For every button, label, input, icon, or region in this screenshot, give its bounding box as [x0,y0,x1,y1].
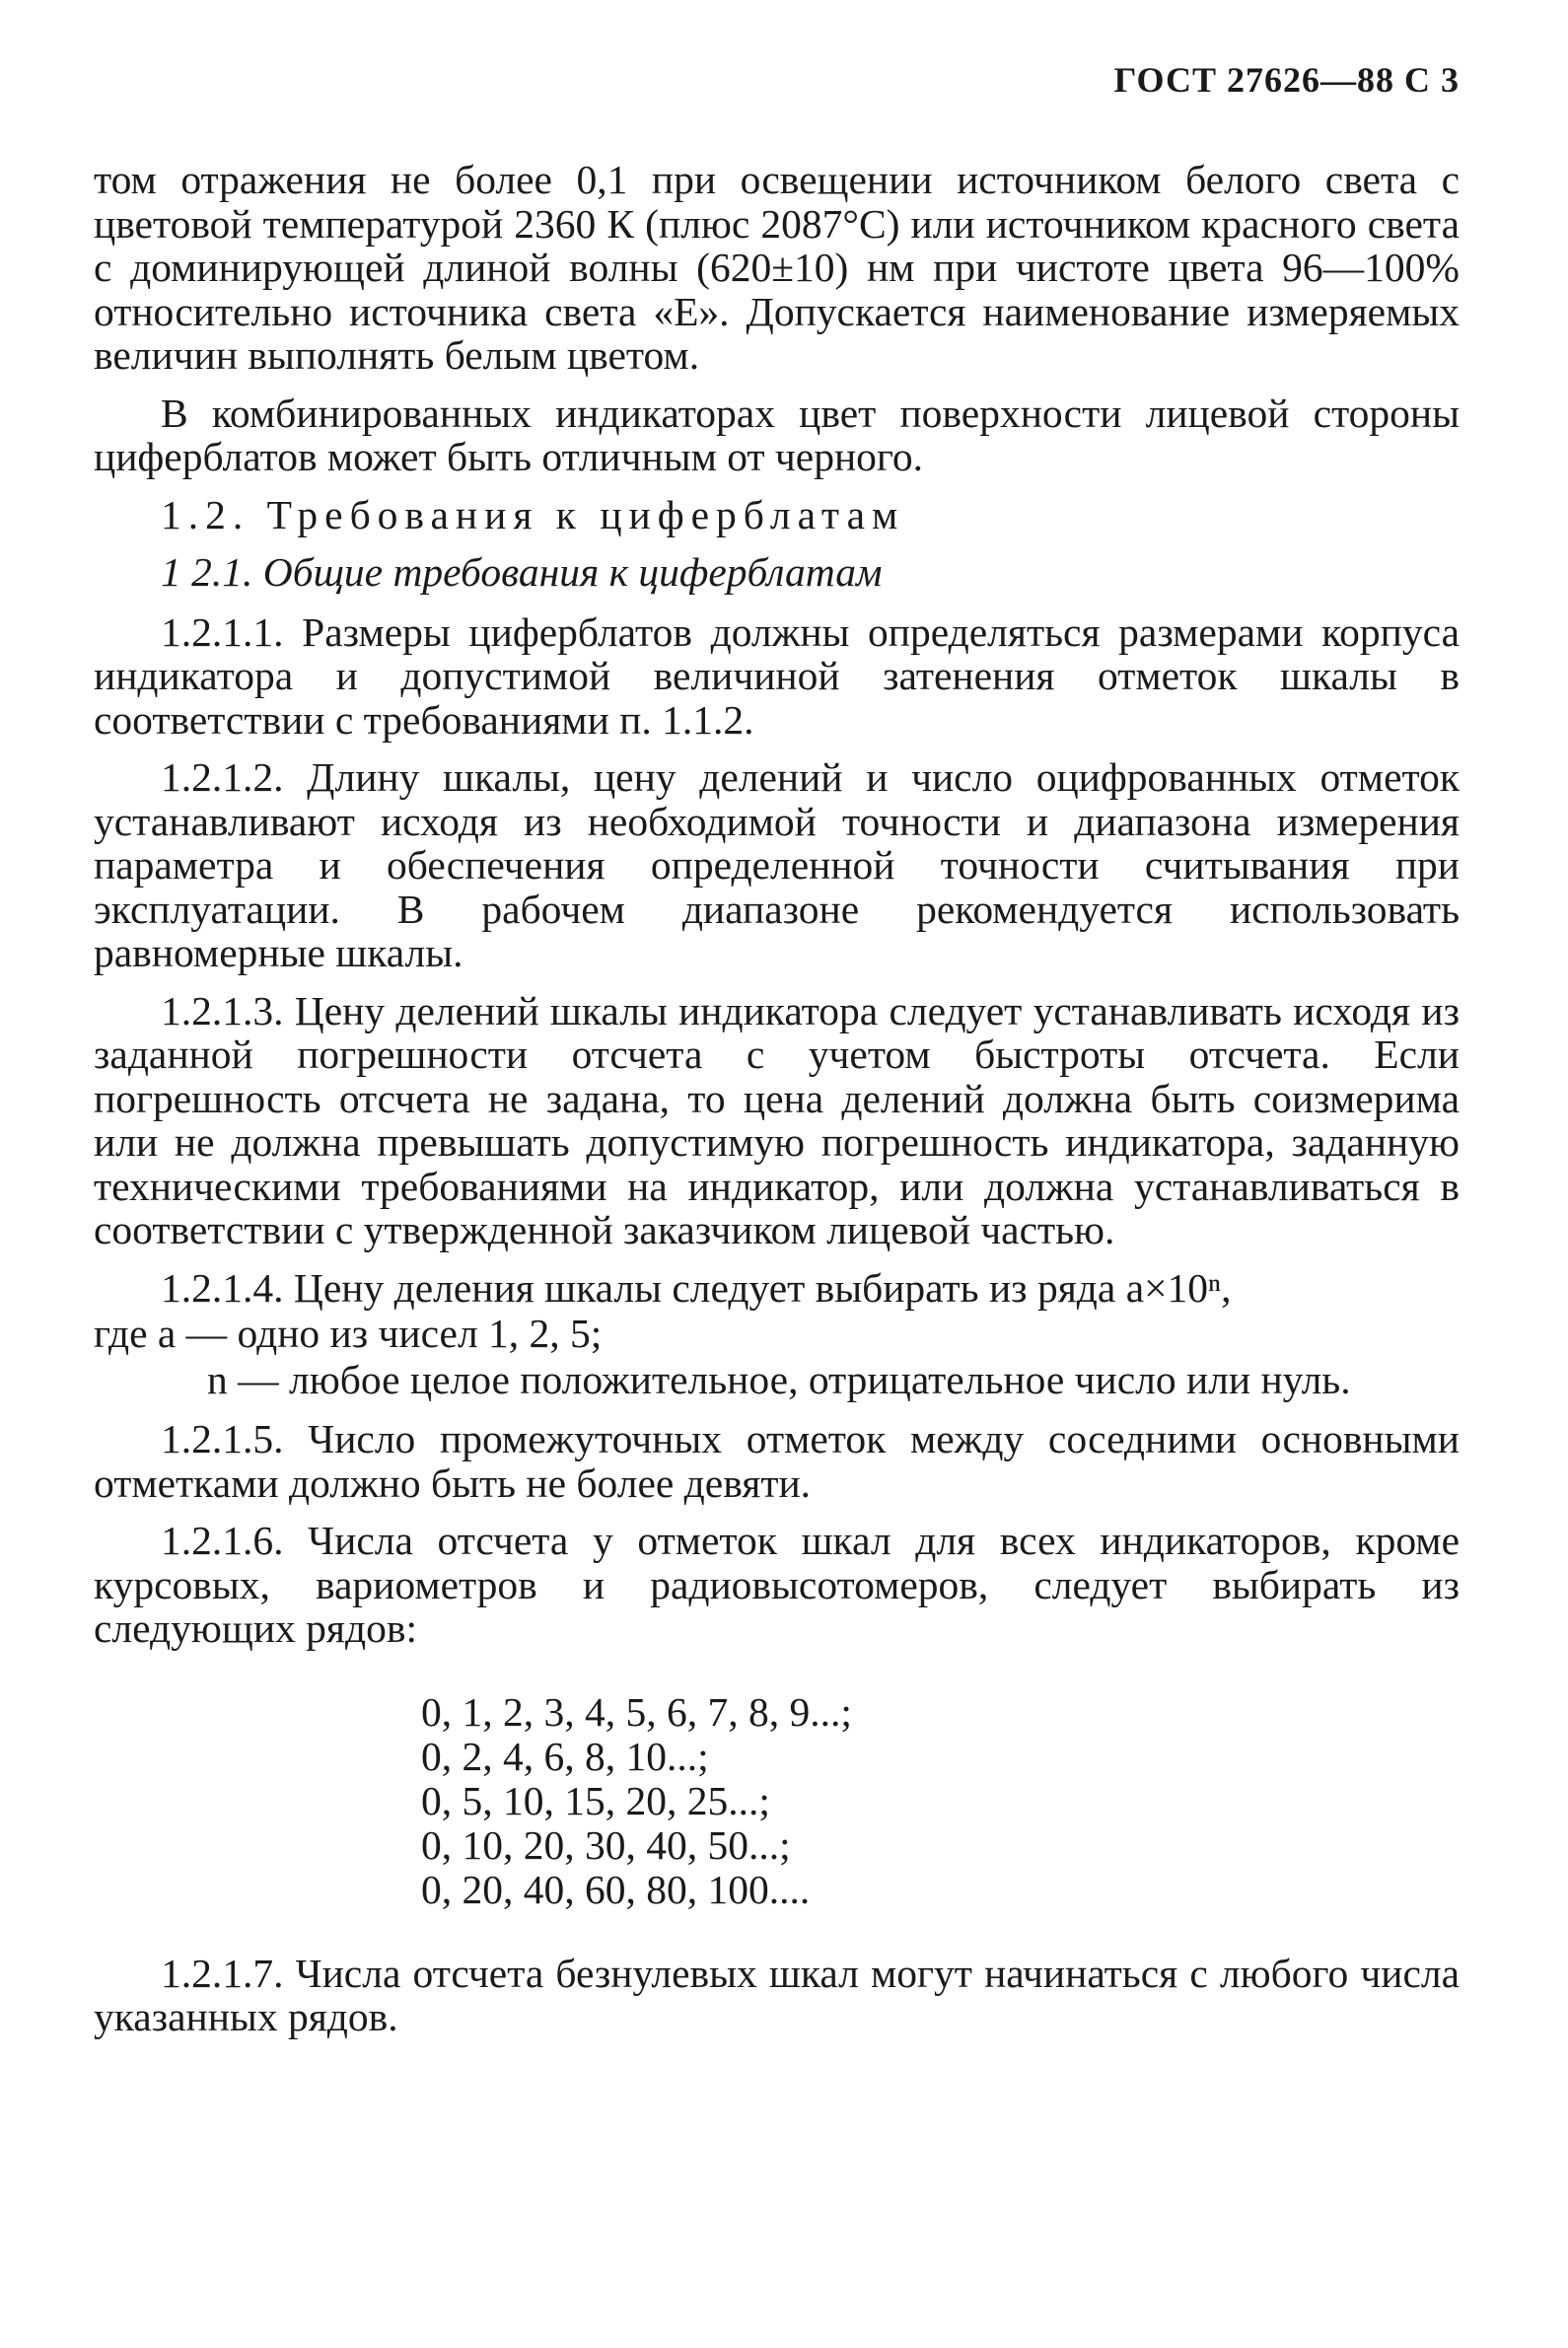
series-row: 0, 20, 40, 60, 80, 100.... [421,1866,811,1912]
series-row: 0, 1, 2, 3, 4, 5, 6, 7, 8, 9...; [421,1688,852,1735]
number-series-list [421,1690,1460,1912]
clause-1-2-1-5: 1.2.1.5. Число промежуточных отметок между соседними основными отметками должно быть не более девяти. [94,1416,1460,1506]
clause-1-2-1-4: 1.2.1.4. Цену деления шкалы следует выбирать из ряда a×10ⁿ, [161,1264,1232,1311]
page-header: ГОСТ 27626—88 С 3 [1113,60,1460,100]
clause-1-2-1-4-where: где a — одно из чисел 1, 2, 5; [94,1311,603,1356]
clause-1-2-1-1: 1.2.1.1. Размеры циферблатов должны определяться размерами корпуса индикатора и допустимой величиной затенения отметок шкалы в соответствии с требованиями п. 1.1.2. [94,608,1460,743]
clause-1-2-1-2: 1.2.1.2. Длину шкалы, цену делений и число оцифрованных отметок устанавливают исходя из необходимой точности и диапазона измерения параметра и обеспечения определенной точности считывания при эксплуатации. В рабочем диапазоне рекомендуется использовать равномерные шкалы. [94,754,1460,975]
subsection-heading: 1 2.1. Общие требования к циферблатам [161,549,883,595]
document-body [94,158,1460,2053]
clause-1-2-1-3: 1.2.1.3. Цену делений шкалы индикатора следует устанавливать исходя из заданной погрешности отсчета с учетом быстроты отсчета. Если погрешность отсчета не задана, то цена делений должна быть соизмерима или не должна превышать допустимую погрешность индикатора, заданную техническими требованиями на индикатор, или должна устанавливаться в соответствии с утвержденной заказчиком лицевой частью. [94,987,1460,1252]
series-row: 0, 5, 10, 15, 20, 25...; [421,1777,770,1823]
paragraph-continuation: том отражения не более 0,1 при освещении источником белого света с цветовой температурой 2360 К (плюс 2087°С) или источником красного света с доминирующей длиной волны (620±10) нм при чистоте цвета 96—100% относительно источника света «Е». Допускается наименование измеряемых величин выполнять белым цветом. [94,157,1460,378]
paragraph-combined-indicators: В комбинированных индикаторах цвет поверхности лицевой стороны циферблатов может быть отличным от черного. [94,390,1460,479]
clause-1-2-1-6: 1.2.1.6. Числа отсчета у отметок шкал для всех индикаторов, кроме курсовых, вариометров и радиовысотомеров, следует выбирать из следующих рядов: [94,1518,1460,1651]
section-heading: 1.2. Требования к циферблатам [161,491,905,537]
series-row: 0, 2, 4, 6, 8, 10...; [421,1733,709,1779]
series-row: 0, 10, 20, 30, 40, 50...; [421,1821,791,1868]
clause-1-2-1-4-definition: n — любое целое положительное, отрицательное число или нуль. [207,1356,1351,1402]
clause-1-2-1-7: 1.2.1.7. Числа отсчета безнулевых шкал могут начинаться с любого числа указанных рядов. [94,1950,1460,2039]
